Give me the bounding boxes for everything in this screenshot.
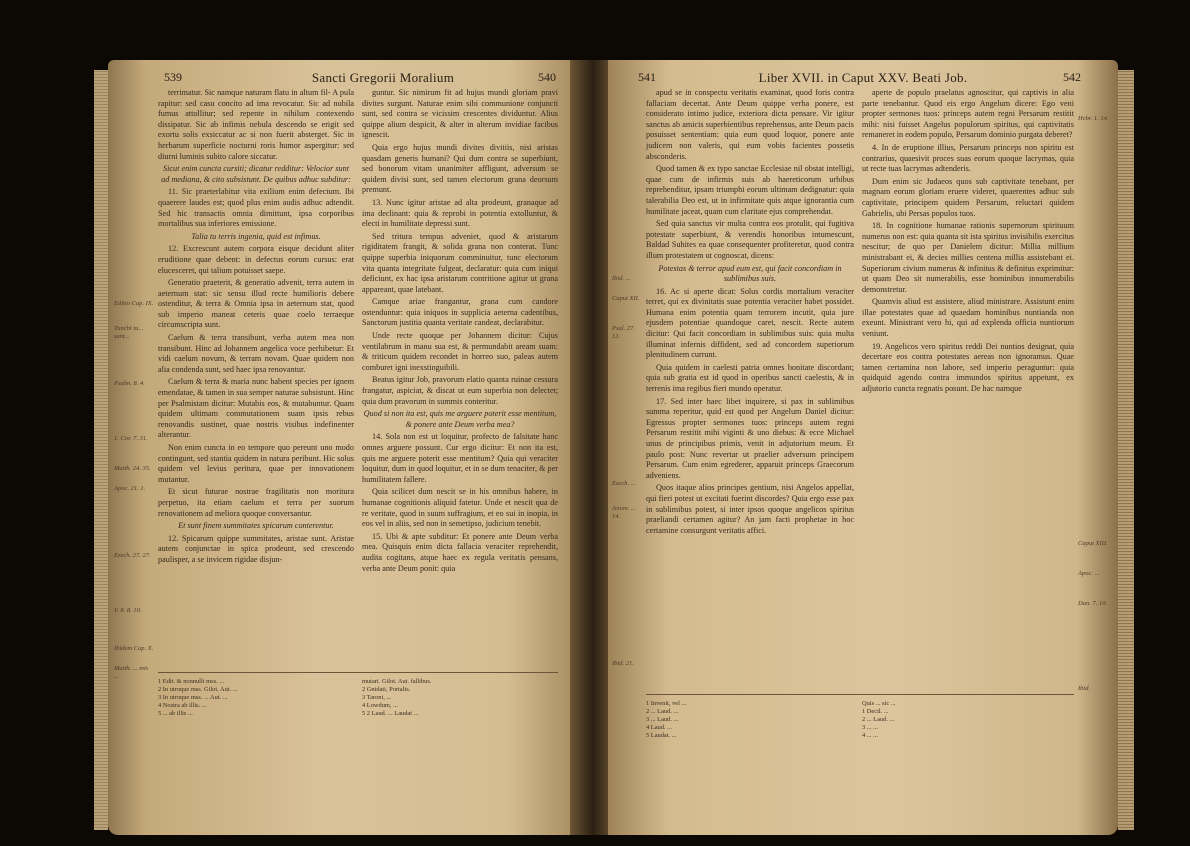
text-column-2: guntur. Sic nimirum fit ad hujus mundi gloriam pravi divites surgunt. Naturae enim sibi communione conjuncti sunt, sed contra se vicissim crescentes dividuntur. Alius quippe alium despicit, & alter in alterum invidiae facibus ignescit. Quia ergo hujus mundi divites divitiis, nisi aristas quasdam generis humani? Qui dum contra se superbiunt, sed bonorum vitam unanimiter affligunt, adversum se quidem divisi sunt, sed tamen electorum grana deorsum premunt. 13. Nunc igitur aristae ad alta prodeunt, granaque ad ima declinant: quia & reprobi in potentia extolluntur, & electi in humilitate depressi sunt. Sed tritura tempus adveniet, quod & aristarum rigiditatem frangit, & solida grana non conterat. Tunc quippe superbia iniquorum comminuitur, tunc electorum vita quanta integritate fulgeat, declaratur: quia cum iniqui deficiunt, ex hac ipsa aristarum contritione agitur ut grana appareant, quae latebant. Camque ariae frangantur, grana cum candore ostenduntur: quia iniquos in supplicia aeterna cadentibus, Sanctorum justitia quanta veritate candeat, declarabitur. Unde recte quoque per Johannem dicitur: Cujus ventilabrum in manu sua est, & permundabit aream suam: & triticum quidem recondet in horreo suo, paleas autem comburet igni inexstinguibili. Beatus igitur Job, pravorum elatio quanta ruinae cessura frangatur, aspiciat, & discat ut eum superbia non delectet; quia dum pravorum in summis conteritur. Quod si non ita est, quis me arguere poterit esse mentitum, & ponere ante Deum verba mea? 14. Sola non est ut loquitur, profecto de falsitate hanc omnes arguere possunt. Cur ergo dicitur: Et non ita est, quis me arguere poterit esse mentitum? Quia qui veraciter loquitur, dum in quod loquitur, et in se dum tenaciter, & per humilitatem fallere. Quia scilicet dum nescit se in his omnibus habere, in humanae cognitionis aliquid fatetur. Unde et nescit qua de re veritate, quod in suum suffragium, et eo sui in inopia, in eos vel in aliis, sed non in semetipso, judicium tenebit. 15. Ubi & apte subditur: Et ponere ante Deum verba mea. Quisquis enim dicta fallacia veraciter reprehendit, audita cogitans, atque haec ex regula veritatis pensans, verba ante Deum ponit: quia [362,88,558,573]
footnotes-right: mutari. Gilot. Aut. fallibus. 2 Gnidati, Portalis. 3 Taroni, ... 4 Lowdum, ... 5 2 Laud. ... Laudat ... [362,678,432,717]
margin-note: Matth. ... mis ... [114,665,149,680]
margin-note: V. 8. 8. 10. [114,607,142,614]
margin-note: Apoc. ... [1078,570,1100,577]
margin-note: Dan. 7. 10. [1078,600,1108,607]
text-column-1: apud se in conspectu veritatis examinat, quod foris contra fallaciam decertat. Ante Deum quippe verba ponere, est considerato intimo judice, exteriora dicta pensare. Vir igitur sanctus ab amicis superbientibus reprehensus, ante Deum pacis posuisset sententiam: quia eum quod loquor, ponere ante judicem non valeris, qui eum vobis facientes possetis absconderis. Quod tamen & ex typo sanctae Ecclesiae nil obstat intelligi, quae cum de infirmis suis ab haereticorum urbibus reprehenditur, ipsam triumphi eorum ultimam dedignatur: quia talerabilia Deo est, ut in infirmitate quis atque ignorantia cum humilitate jaceat, quam cum claritate ejus comprehendat. Sed quia sanctus vir multa contra eos protulit, qui fugitiva potestate superbiunt, & verendis honoribus intumescunt, Baldad Suhites ea quae consequenter profiteretur, quod contra illum protestatem ut cognoscat, dicens: Potestas & terror apud eum est, qui facit concordiam in sublimibus suis. 16. Ac si aperte dicat: Solus cordis mortalium veraciter terret, qui ex divinitatis suae potentia veraciter habet possidet. Humana enim potentia quam terrorem incutit, quia jure ejusdem potentiae quandoque caret, nescit. Recte autem dicitur: Qui facit concordiam in sublimibus suis: quia multa illuminat infernis diffident, sed ad concordem superiorum plenitudinem currunt. Quia quidem in caelesti patria omnes bonitate discordant; quia sub gratia est id quod in operibus sancti caelestis, & in terrenis ima regibus fieri mundo operatur. 17. Sed inter haec libet inquirere, si pax in sublimibus summa reperitur, quid est quod per Angelum Daniel dicitur: Egressus propter sermones tuos: princeps autem regni Persarum restitit mihi viginti & uno diebus: & ecce Michael unus de principibus primis, venit in adjutorium meum. Et paulo post: Nunc revertar ut praelier adversum principem Persarum. Cum enim egrederer, apparuit princeps Graecorum adveniens. Quos itaque alios principes gentium, nisi Angelos appellat, qui fieri potest ut excitati fuerint discordes? Quia ergo esse pax in sublimibus potest, si inter ipsos quoque angelicos spiritus praeliandi certamen agitur? An jam facti prophetae in hoc certamine consurgunt veritatis affici. [646,88,854,535]
margin-note: Ibid. ... [612,275,631,282]
margin-note: Caput XII. [612,295,640,302]
open-book [108,60,1118,835]
footnotes-left: 1 Invenit, vel ... 2 ... Laud. ... 3 ... Laud. ... 4 Laud. ... 5 Laudat. ... [646,700,687,739]
margin-note: Matth. 24. 35. [114,465,151,472]
running-head: Sancti Gregorii Moralium [311,70,455,85]
margin-note: Psalm. 8. 4. [114,380,145,387]
text-column-2: aperte de populo praelatus agnoscitur, qui captivis in alia parte tenebantur. Quod eis ergo Angelum dicere: Ego veni propter sermones tuos: princeps autem regni Persarum restitit mihi: nisi fuisset Angelus populorum spiritus, qui captivitatis remaneret in eodem populo, Persarum dominio purgata deberet? 4. In de eruptione illius, Persarum princeps non spiritu est contrarius, quaesivit proces suas eorum quoque lacrymas, quia ut recte tuas lacrymas adtenderis. Dum enim sic Judaeos quos sub captivitate tenebant, per magnam eorum gloriam eruere videret, quaerentes adhuc sub captivitate, principem quidem Persarum, reluctari quidem Gabrielis, ubi Persas populos tuos. 18. In cognitione humanae rationis supernorum spirituum numerus non est: quia quanta sit ista spiritus invisibilis exercitus nescitur; de quo per Danielem dicitur: Millia millium ministrabant ei, & decies millies centena millia assistebant ei. Superiorum civium numerus & infinitus & definitus exprimitur: ut quam Deo sit numerabilis, esse hominibus innumerabilis demonstretur. Quamvis aliud est assistere, aliud ministrare. Assistunt enim illae potestates quae ad quaedam hominibus nuntianda non exeunt. Ministrant vero hi, qui ad explenda officia nuntiorum veniunt. 19. Angelicos vero spiritus reddi Dei nuntios designat, quia decertare eos contra potestates aereas non ignoramus. Quae tamen certamina non labore, sed imperio peraguntur: quia quidquid agendo contra immundos spiritus appetunt, ex adjutorio cuncta regnatis posunt. De hac namque [862,88,1074,394]
page-number: 540 [538,70,556,84]
margin-note: Tuncbi tu... sunt... [114,325,144,340]
footnotes-right: Quis ... sic ... 1 Decil. ... 2 ... Laud. ... 3 ... ... 4 ... ... [862,700,896,739]
footnote-rule [646,694,1074,695]
page-number: 541 [638,70,656,84]
left-page [108,60,578,835]
margin-note: Psal. 27. 13. [612,325,635,340]
margin-note: Ibid. [1078,685,1091,692]
margin-note: Apoc. 21. 1. [114,485,146,492]
page-edges-left [94,70,108,830]
footnote-rule [158,672,558,673]
page-edges-right [1118,70,1134,830]
page-number: 542 [1063,70,1081,84]
margin-note: Jerem. ... 14. [612,505,636,520]
margin-note: Caput XIII. [1078,540,1108,547]
margin-note: Editio Cap. IX. [114,300,154,307]
running-head: Liber XVII. in Caput XXV. Beati Job. [758,70,968,85]
footnotes-left: 1 Edit. & nonnulli mss. ... 2 In utroque mss. Gilot. Aut. ... 3 In utroque mss. ... Aut. ... 4 Nostra ab illis. ... 5 ... ab illis ... [158,678,238,717]
text-column-1: terrimatur. Sic namque naturam flatu in altum fil- A pula rapitur: sed casu concito ad ima revocatur. Sic ad nubila fumus attollitur; sed repente in nihilum contexendo dissipatur. Sic ab infimis nebula descendo se erigit sed exortu solis exsiccatur ac si non fuerit absterget. Sic in herbarum superficie nocturni roris humor aspergitur: sed diurni luminis subito calore siccatur. Sicut enim cuncta cursiti; dicatur redditur: Velocior sunt ad mediana, & cito subsistunt. De quibus adhuc subditur: 11. Sic praeterlabitur vita exilium enim defectum. Ibi quaerere laudes est; quod plus enim audis adhuc adtendit. Sed hic transactis omnia dimittunt, ipsa corporibus mortalibus sua inferiores emissione. Talia tu terris ingenia, quid est infimus. 12. Excrescunt autem corpora eisque decidunt aliter eruditione quae debent: in defectus eorum cursus: erat elucesceret, qui talium potuisset saepe. Generatio praeterit, & generatio advenit, terra autem in aeternum stat: sic sensu illud recte humilioris debere ostenditur, & terra & Omnia ipsa in aeternum stat, quod sub imperio maneat ceteris quae coelo terraeque circumscripta sunt. Caelum & terra transibunt, verba autem mea non transibunt. Hinc ad Johannem angelica voce perhibetur: Et vidi caelum novum, & terram novam. Quae quidem non alia condenda sunt, sed haec ipsa renovantur. Caelum & terra & maria nunc habent species per ignem emendatae, & tamen in sua semper naturae subsistunt. Hinc per Psalmistam dicitur: Mutabis eos, & mutabuntur. Quam quidem ultimam commutationem suam ipsis rebus renovandis sustinet, quae nostris visibus indefinenter alterantur. Non enim cuncta in eo tempore quo pereunt uno modo contingunt, sed stantia quidem in natura peribunt. Hic solus quidem vel levius peritura, quae per innovationem mutantur. Et sicut futurae nostrae fragilitatis non moritura perpetuo, ita etiam caelum et terra per suorum renovationem ad meliora quoque conversantur. Et sunt finem summitates spicarum conterentur. 12. Spicarum quippe summitates, aristae sunt. Aristae autem conjunctae in spica prodeunt, sed crescendo paulisper, a se invicem rigidae disjun- [158,88,354,564]
margin-note: Hebr. 1. 14. [1078,115,1109,122]
margin-note: Ezech. 27. 27. [114,552,151,559]
margin-note: 1. Cor. 7. 31. [114,435,148,442]
margin-note: Ibid. 21. [612,660,634,667]
margin-note: Ezech. ... [612,480,636,487]
right-page [608,60,1118,835]
margin-note: Ibidem Cap. X. [114,645,154,652]
page-number: 539 [164,70,182,84]
